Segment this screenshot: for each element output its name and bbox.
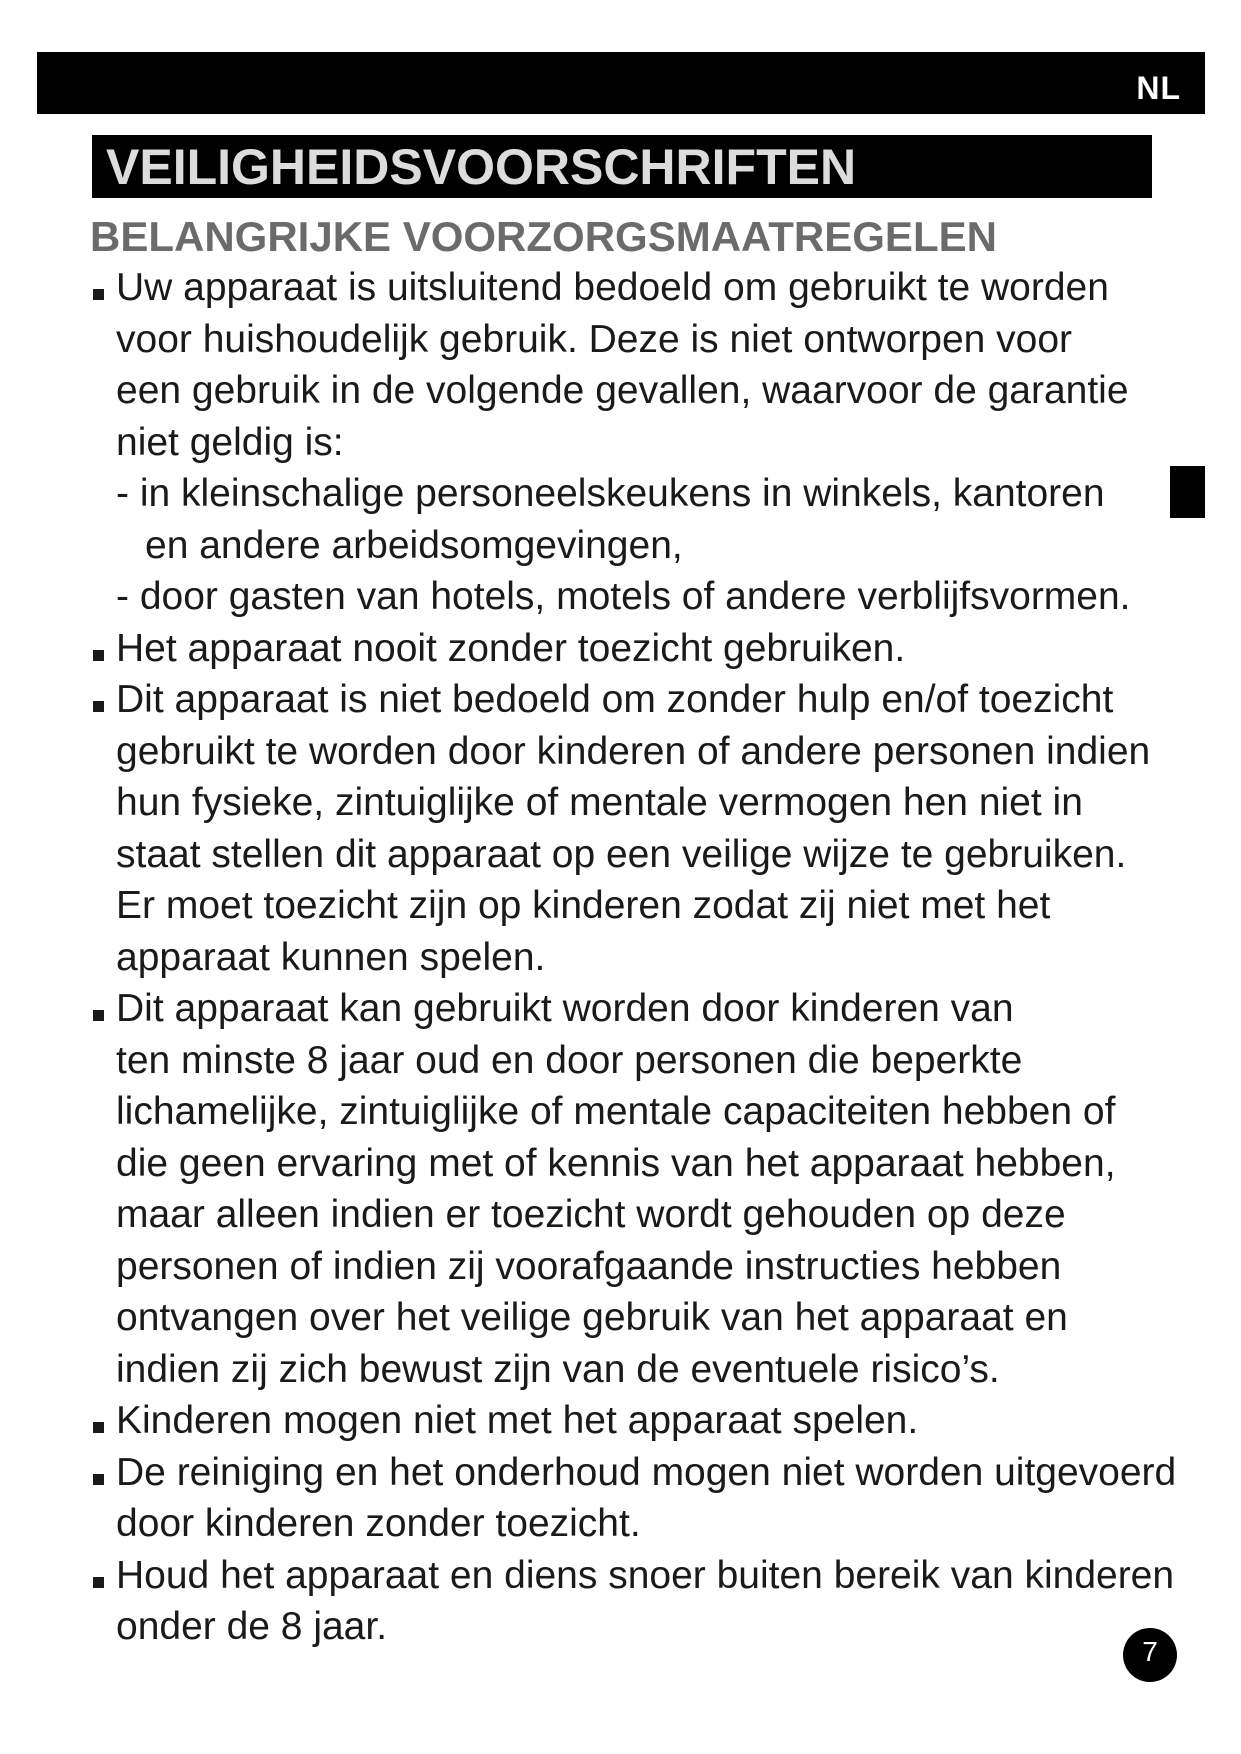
line-text: Uw apparaat is uitsluitend bedoeld om gebruikt te worden	[116, 266, 1109, 309]
continuation-line: niet geldig is:	[116, 420, 344, 464]
line-text: Dit apparaat kan gebruikt worden door kinderen van	[116, 987, 1014, 1030]
continuation-line: ontvangen over het veilige gebruik van het apparaat en	[116, 1296, 1068, 1339]
continuation-line: onder de 8 jaar.	[116, 1605, 388, 1648]
continuation-line: die geen ervaring met of kennis van het apparaat hebben,	[116, 1141, 1116, 1185]
dash-item-line: - in kleinschalige personeelskeukens in winkels, kantoren	[116, 472, 1105, 515]
page-title: VEILIGHEIDSVOORSCHRIFTEN	[106, 139, 857, 195]
bullet-square-icon	[93, 1422, 104, 1433]
line-text: Het apparaat nooit zonder toezicht gebruiken.	[116, 626, 906, 670]
continuation-line: door kinderen zonder toezicht.	[116, 1502, 641, 1545]
continuation-line: personen of indien zij voorafgaande instructies hebben	[116, 1244, 1062, 1288]
bullet-line	[90, 623, 1215, 675]
bullet-line	[90, 1395, 1215, 1447]
continuation-line: een gebruik in de volgende gevallen, waarvoor de garantie	[116, 369, 1129, 412]
section-subtitle: BELANGRIJKE VOORZORGSMAATREGELEN	[90, 213, 997, 260]
bullet-line	[90, 1550, 1215, 1602]
bullet-line	[90, 1447, 1215, 1499]
bullet-square-icon	[93, 650, 104, 661]
safety-instructions-body	[90, 262, 1215, 1662]
line-text: De reiniging en het onderhoud mogen niet worden uitgevoerd	[116, 1450, 1177, 1494]
continuation-line: ten minste 8 jaar oud en door personen die beperkte	[116, 1038, 1023, 1082]
bullet-square-icon	[93, 1577, 104, 1588]
bullet-square-icon	[93, 289, 104, 300]
bullet-square-icon	[93, 1010, 104, 1021]
line-text: Kinderen mogen niet met het apparaat spelen.	[116, 1399, 919, 1442]
bullet-square-icon	[93, 701, 104, 712]
bullet-line	[90, 262, 1215, 314]
line-text: Dit apparaat is niet bedoeld om zonder hulp en/of toezicht	[116, 678, 1114, 721]
continuation-line: Er moet toezicht zijn op kinderen zodat zij niet met het	[116, 884, 1051, 927]
continuation-line: maar alleen indien er toezicht wordt gehouden op deze	[116, 1193, 1066, 1236]
dash-item-line: - door gasten van hotels, motels of andere verblijfsvormen.	[116, 575, 1131, 618]
top-header-bar	[37, 52, 1205, 114]
continuation-line: indien zij zich bewust zijn van de eventuele risico’s.	[116, 1347, 1000, 1391]
page-number-badge: 7	[1123, 1628, 1177, 1682]
continuation-line: hun fysieke, zintuiglijke of mentale vermogen hen niet in	[116, 781, 1083, 824]
continuation-line: staat stellen dit apparaat op een veilige wijze te gebruiken.	[116, 832, 1127, 876]
bullet-square-icon	[93, 1474, 104, 1485]
section-title-bar	[92, 135, 1152, 198]
continuation-line: voor huishoudelijk gebruik. Deze is niet ontworpen voor	[116, 317, 1073, 361]
continuation-line: gebruikt te worden door kinderen of andere personen indien	[116, 729, 1151, 773]
continuation-line: apparaat kunnen spelen.	[116, 935, 546, 979]
language-tag: NL	[1136, 70, 1181, 106]
bullet-line	[90, 983, 1215, 1035]
continuation-line: lichamelijke, zintuiglijke of mentale capaciteiten hebben of	[116, 1090, 1116, 1133]
bullet-line	[90, 674, 1215, 726]
line-text: Houd het apparaat en diens snoer buiten bereik van kinderen	[116, 1553, 1175, 1597]
dash-continuation-line: en andere arbeidsomgevingen,	[145, 523, 683, 567]
